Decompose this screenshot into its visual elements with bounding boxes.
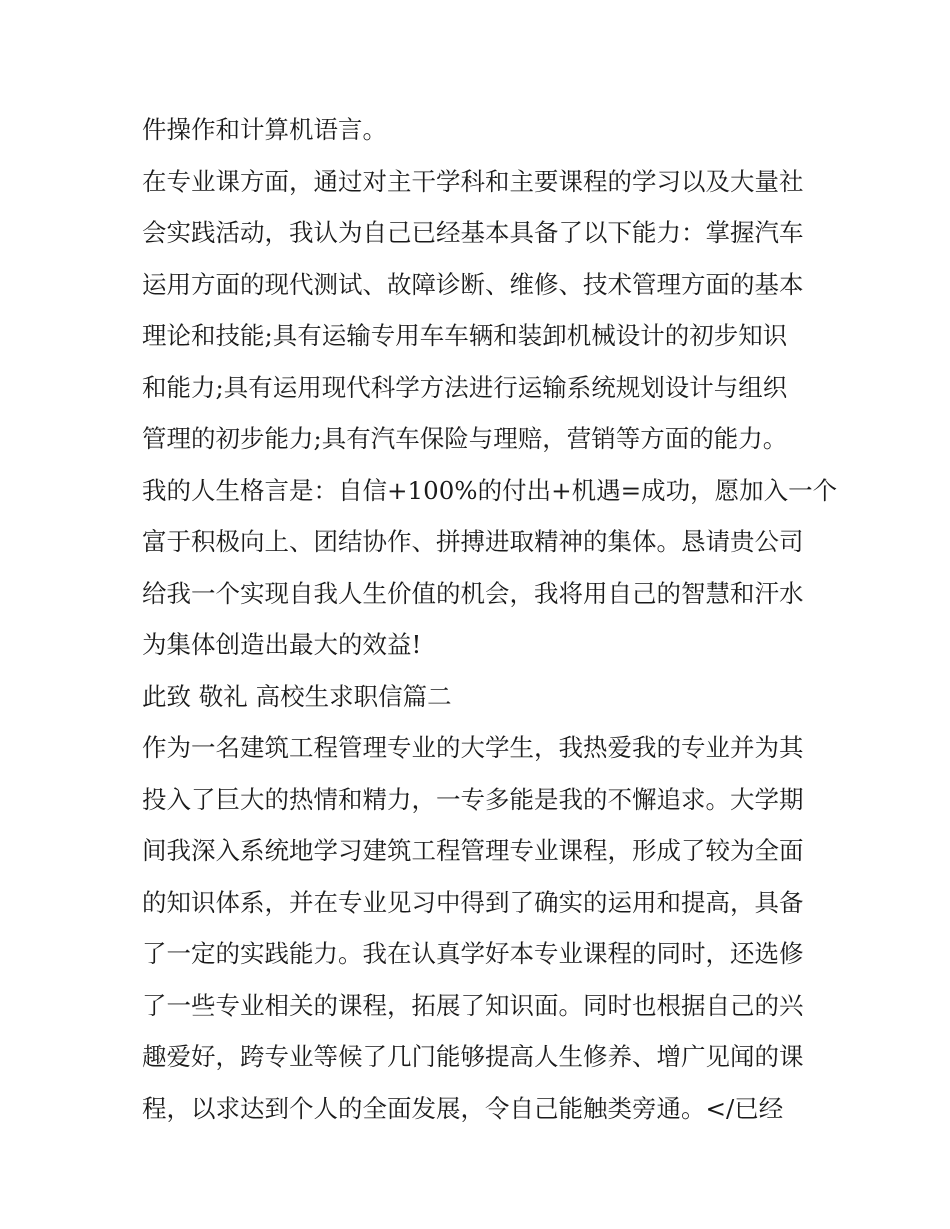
text-line: 间我深入系统地学习建筑工程管理专业课程，形成了较为全面 xyxy=(142,836,804,865)
text-line: 件操作和计算机语言。 xyxy=(142,115,387,144)
text-line: 会实践活动，我认为自己已经基本具备了以下能力：掌握汽车 xyxy=(142,218,804,247)
document-body xyxy=(142,104,838,1134)
text-line: 的知识体系，并在专业见习中得到了确实的运用和提高，具备 xyxy=(142,887,804,917)
text-line: 富于积极向上、团结协作、拼搏进取精神的集体。恳请贵公司 xyxy=(142,527,804,556)
text-line: 我的人生格言是：自信+100%的付出+机遇=成功，愿加入一个 xyxy=(142,475,838,505)
text-line: 为集体创造出最大的效益! xyxy=(142,630,422,659)
text-line: 运用方面的现代测试、故障诊断、维修、技术管理方面的基本 xyxy=(142,269,804,299)
text-line: 程，以求达到个人的全面发展，令自己能触类旁通。</已经 xyxy=(142,1093,784,1123)
text-line: 和能力;具有运用现代科学方法进行运输系统规划设计与组织 xyxy=(142,372,788,402)
text-line: 作为一名建筑工程管理专业的大学生，我热爱我的专业并为其 xyxy=(142,733,804,762)
text-line: 管理的初步能力;具有汽车保险与理赔，营销等方面的能力。 xyxy=(142,424,788,453)
text-line: 趣爱好，跨专业等候了几门能够提高人生修养、增广见闻的课 xyxy=(142,1042,804,1071)
section-heading: 此致 敬礼 高校生求职信篇二 xyxy=(142,681,452,711)
text-line: 在专业课方面，通过对主干学科和主要课程的学习以及大量社 xyxy=(142,166,804,196)
text-line: 给我一个实现自我人生价值的机会，我将用自己的智慧和汗水 xyxy=(142,578,804,608)
text-line: 了一些专业相关的课程，拓展了知识面。同时也根据自己的兴 xyxy=(142,990,804,1020)
text-line: 了一定的实践能力。我在认真学好本专业课程的同时，还选修 xyxy=(142,939,804,968)
text-line: 理论和技能;具有运输专用车车辆和装卸机械设计的初步知识 xyxy=(142,321,788,350)
text-line: 投入了巨大的热情和精力，一专多能是我的不懈追求。大学期 xyxy=(142,784,804,814)
